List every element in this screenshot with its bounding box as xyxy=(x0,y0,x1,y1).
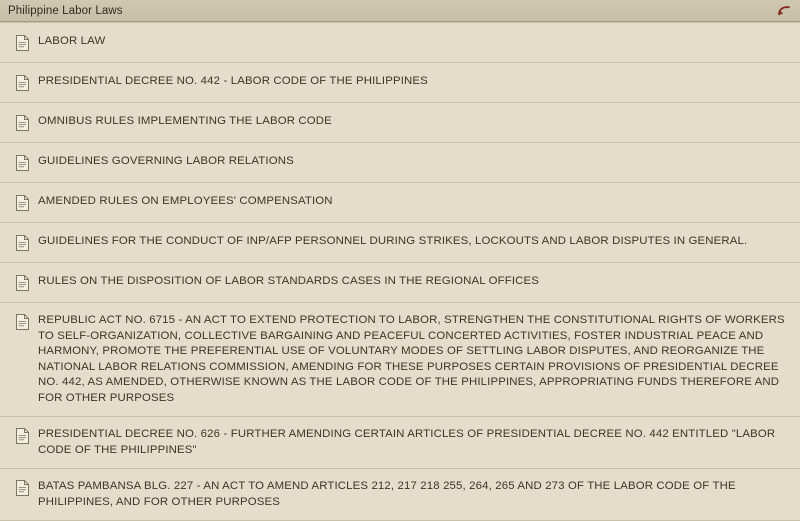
list-item-label: GUIDELINES GOVERNING LABOR RELATIONS xyxy=(38,155,294,167)
list-item-label: AMENDED RULES ON EMPLOYEES' COMPENSATION xyxy=(38,195,333,207)
list-item[interactable] xyxy=(0,469,800,521)
list-item[interactable] xyxy=(0,223,800,263)
list-item-label: LABOR LAW xyxy=(38,35,106,47)
list-item-label: RULES ON THE DISPOSITION OF LABOR STANDARDS CASES IN THE REGIONAL OFFICES xyxy=(38,275,540,287)
document-icon xyxy=(16,428,29,444)
window-title: Philippine Labor Laws xyxy=(8,4,123,17)
list-item-label: GUIDELINES FOR THE CONDUCT OF INP/AFP PERSONNEL DURING STRIKES, LOCKOUTS AND LABOR DISPUTES IN GENERAL. xyxy=(38,235,748,247)
list-item[interactable] xyxy=(0,103,800,143)
list-item-label: BATAS PAMBANSA BLG. 227 - AN ACT TO AMEND ARTICLES 212, 217 218 255, 264, 265 AND 273 OF THE LABOR CODE OF THE PHILIPPINES, AND FOR OTHER PURPOSES xyxy=(38,480,736,508)
document-icon xyxy=(16,75,29,91)
list-item-label: REPUBLIC ACT NO. 6715 - AN ACT TO EXTEND PROTECTION TO LABOR, STRENGTHEN THE CONSTITUTIONAL RIGHTS OF WORKERS TO SELF-ORGANIZATION, COLLECTIVE BARGAINING AND PEACEFUL CONCERTED ACTIVITIES, FOSTER INDUSTRIAL PEACE AND HARMONY, PROMOTE THE PREFERENTIAL USE OF VOLUNTARY MODES OF SETTLING LABOR DISPUTES, AND REORGANIZE THE NATIONAL LABOR RELATIONS COMMISSION, AMENDING FOR THESE PURPOSES CERTAIN PROVISIONS OF PRESIDENTIAL DECREE NO. 442, AS AMENDED, OTHERWISE KNOWN AS THE LABOR CODE OF THE PHILIPPINES, APPROPRIATING FUNDS THEREFORE AND FOR OTHER PURPOSES xyxy=(38,314,785,404)
title-bar-actions xyxy=(774,1,794,21)
back-arrow-icon[interactable] xyxy=(774,1,794,21)
list-item-label: PRESIDENTIAL DECREE NO. 442 - LABOR CODE OF THE PHILIPPINES xyxy=(38,75,428,87)
list-item[interactable] xyxy=(0,63,800,103)
list-item[interactable] xyxy=(0,143,800,183)
document-icon xyxy=(16,480,29,496)
list-item[interactable] xyxy=(0,263,800,303)
document-icon xyxy=(16,115,29,131)
document-icon xyxy=(16,195,29,211)
list-item-label: PRESIDENTIAL DECREE NO. 626 - FURTHER AMENDING CERTAIN ARTICLES OF PRESIDENTIAL DECREE NO. 442 ENTITLED "LABOR CODE OF THE PHILIPPINES" xyxy=(38,428,776,456)
list-item[interactable] xyxy=(0,303,800,417)
list-item[interactable] xyxy=(0,183,800,223)
document-icon xyxy=(16,235,29,251)
document-icon xyxy=(16,155,29,171)
document-icon xyxy=(16,314,29,330)
title-bar xyxy=(0,0,800,22)
list-item[interactable] xyxy=(0,22,800,63)
document-list[interactable] xyxy=(0,22,800,521)
document-icon xyxy=(16,275,29,291)
list-item-label: OMNIBUS RULES IMPLEMENTING THE LABOR CODE xyxy=(38,115,332,127)
list-item[interactable] xyxy=(0,417,800,469)
document-icon xyxy=(16,35,29,51)
